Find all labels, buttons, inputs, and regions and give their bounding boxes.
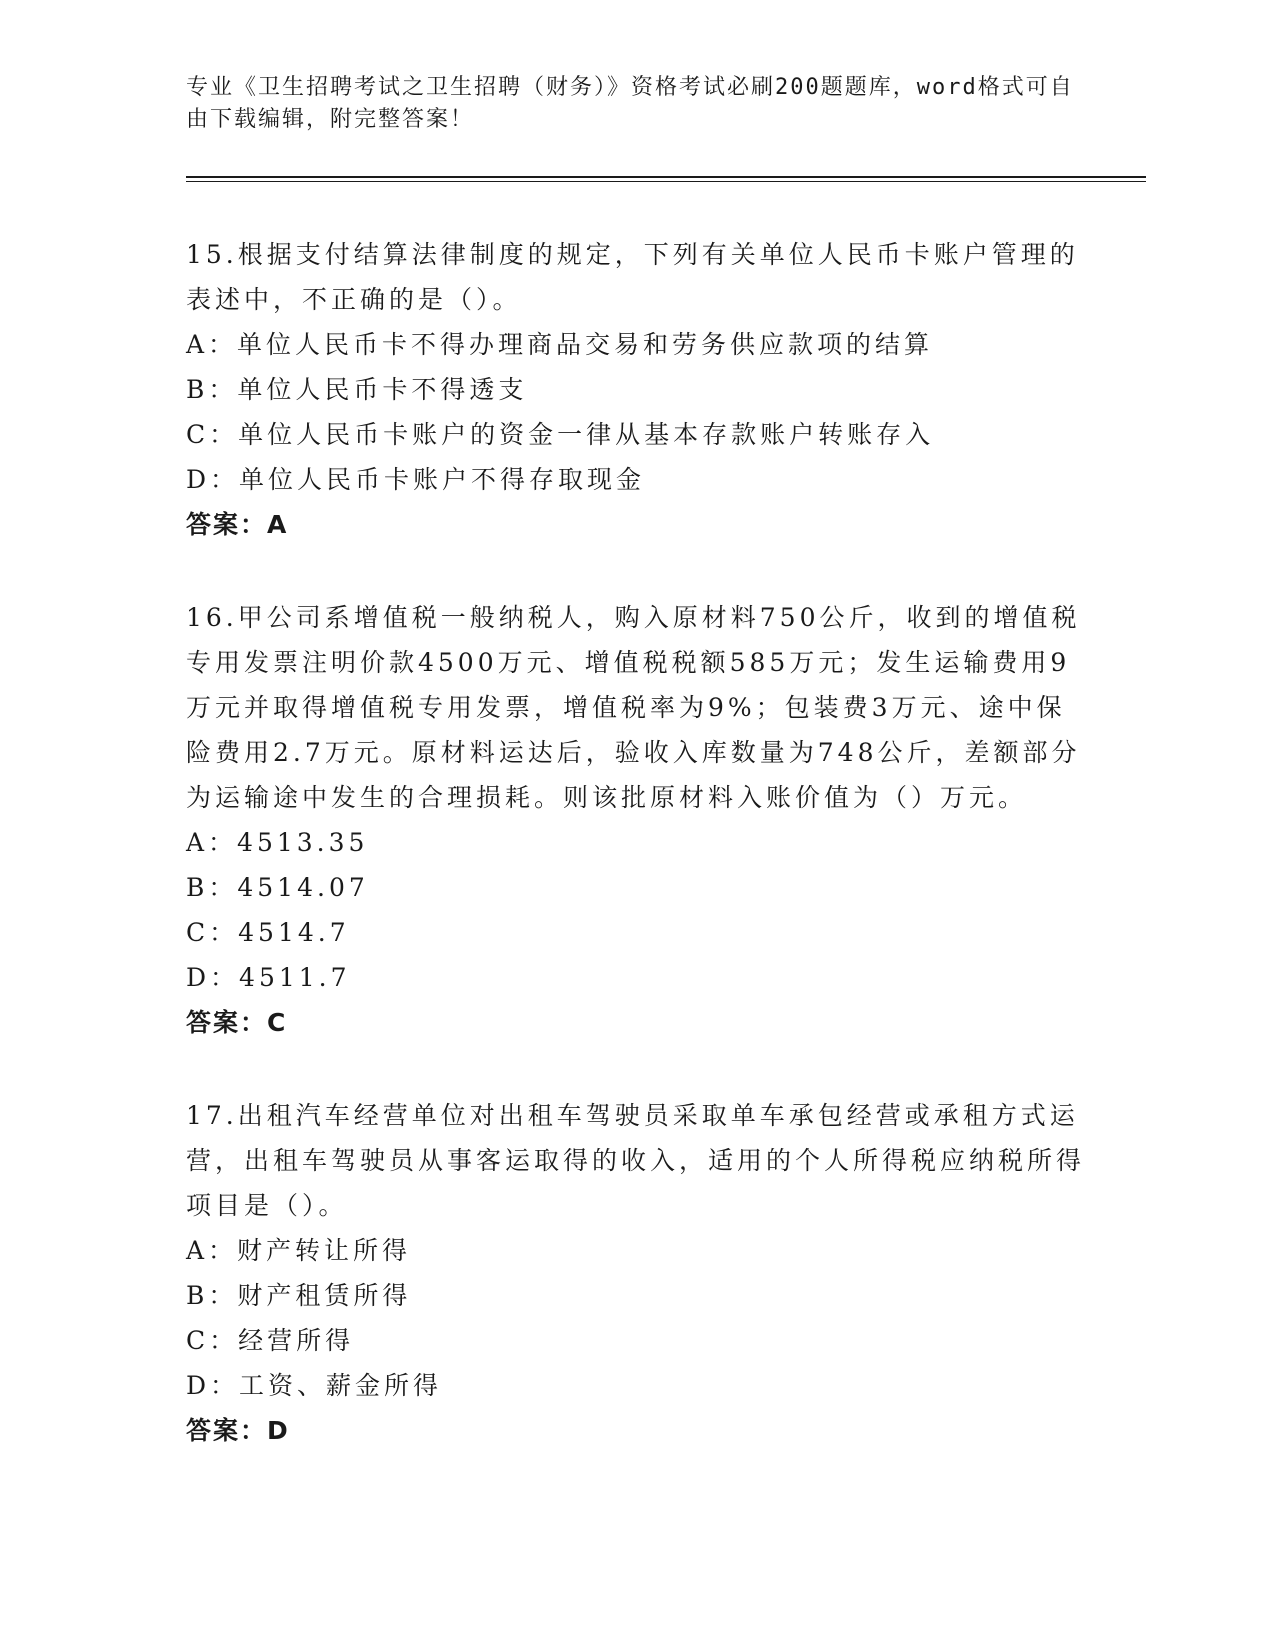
answer-label: 答案：C bbox=[186, 1008, 288, 1037]
question-text: 16.甲公司系增值税一般纳税人，购入原材料750公斤，收到的增值税专用发票注明价款4500万元、增值税税额585万元；发生运输费用9万元并取得增值税专用发票，增值税率为9%；包装费3万元、途中保险费用2.7万元。原材料运达后，验收入库数量为748公斤，差额部分为运输途中发生的合理损耗。则该批原材料入账价值为（）万元。 bbox=[186, 603, 1081, 812]
header-divider-thick bbox=[186, 176, 1146, 178]
option-b: B：财产租赁所得 bbox=[186, 1281, 412, 1310]
question-list bbox=[186, 232, 1086, 1501]
option-d: D：工资、薪金所得 bbox=[186, 1371, 443, 1400]
option-a: A：财产转让所得 bbox=[186, 1236, 412, 1265]
option-b: B：单位人民币卡不得透支 bbox=[186, 375, 528, 404]
document-header bbox=[186, 72, 1086, 136]
question-text: 17.出租汽车经营单位对出租车驾驶员采取单车承包经营或承租方式运营，出租车驾驶员从事客运取得的收入，适用的个人所得税应纳税所得项目是（）。 bbox=[186, 1101, 1086, 1220]
option-a: A：单位人民币卡不得办理商品交易和劳务供应款项的结算 bbox=[186, 330, 934, 359]
option-c: C：4514.7 bbox=[186, 918, 350, 947]
answer-label: 答案：A bbox=[186, 510, 289, 539]
option-b: B：4514.07 bbox=[186, 873, 369, 902]
question-17 bbox=[186, 1093, 1086, 1453]
question-text: 15.根据支付结算法律制度的规定，下列有关单位人民币卡账户管理的表述中，不正确的是（）。 bbox=[186, 240, 1079, 314]
header-title: 专业《卫生招聘考试之卫生招聘（财务）》资格考试必刷200题题库，word格式可自由下载编辑，附完整答案！ bbox=[186, 75, 1074, 132]
option-a: A：4513.35 bbox=[186, 828, 369, 857]
option-c: C：单位人民币卡账户的资金一律从基本存款账户转账存入 bbox=[186, 420, 935, 449]
option-d: D：单位人民币卡账户不得存取现金 bbox=[186, 465, 646, 494]
option-d: D：4511.7 bbox=[186, 963, 351, 992]
header-divider-thin bbox=[186, 181, 1146, 182]
question-16 bbox=[186, 595, 1086, 1045]
option-c: C：经营所得 bbox=[186, 1326, 355, 1355]
question-15 bbox=[186, 232, 1086, 547]
answer-label: 答案：D bbox=[186, 1416, 290, 1445]
